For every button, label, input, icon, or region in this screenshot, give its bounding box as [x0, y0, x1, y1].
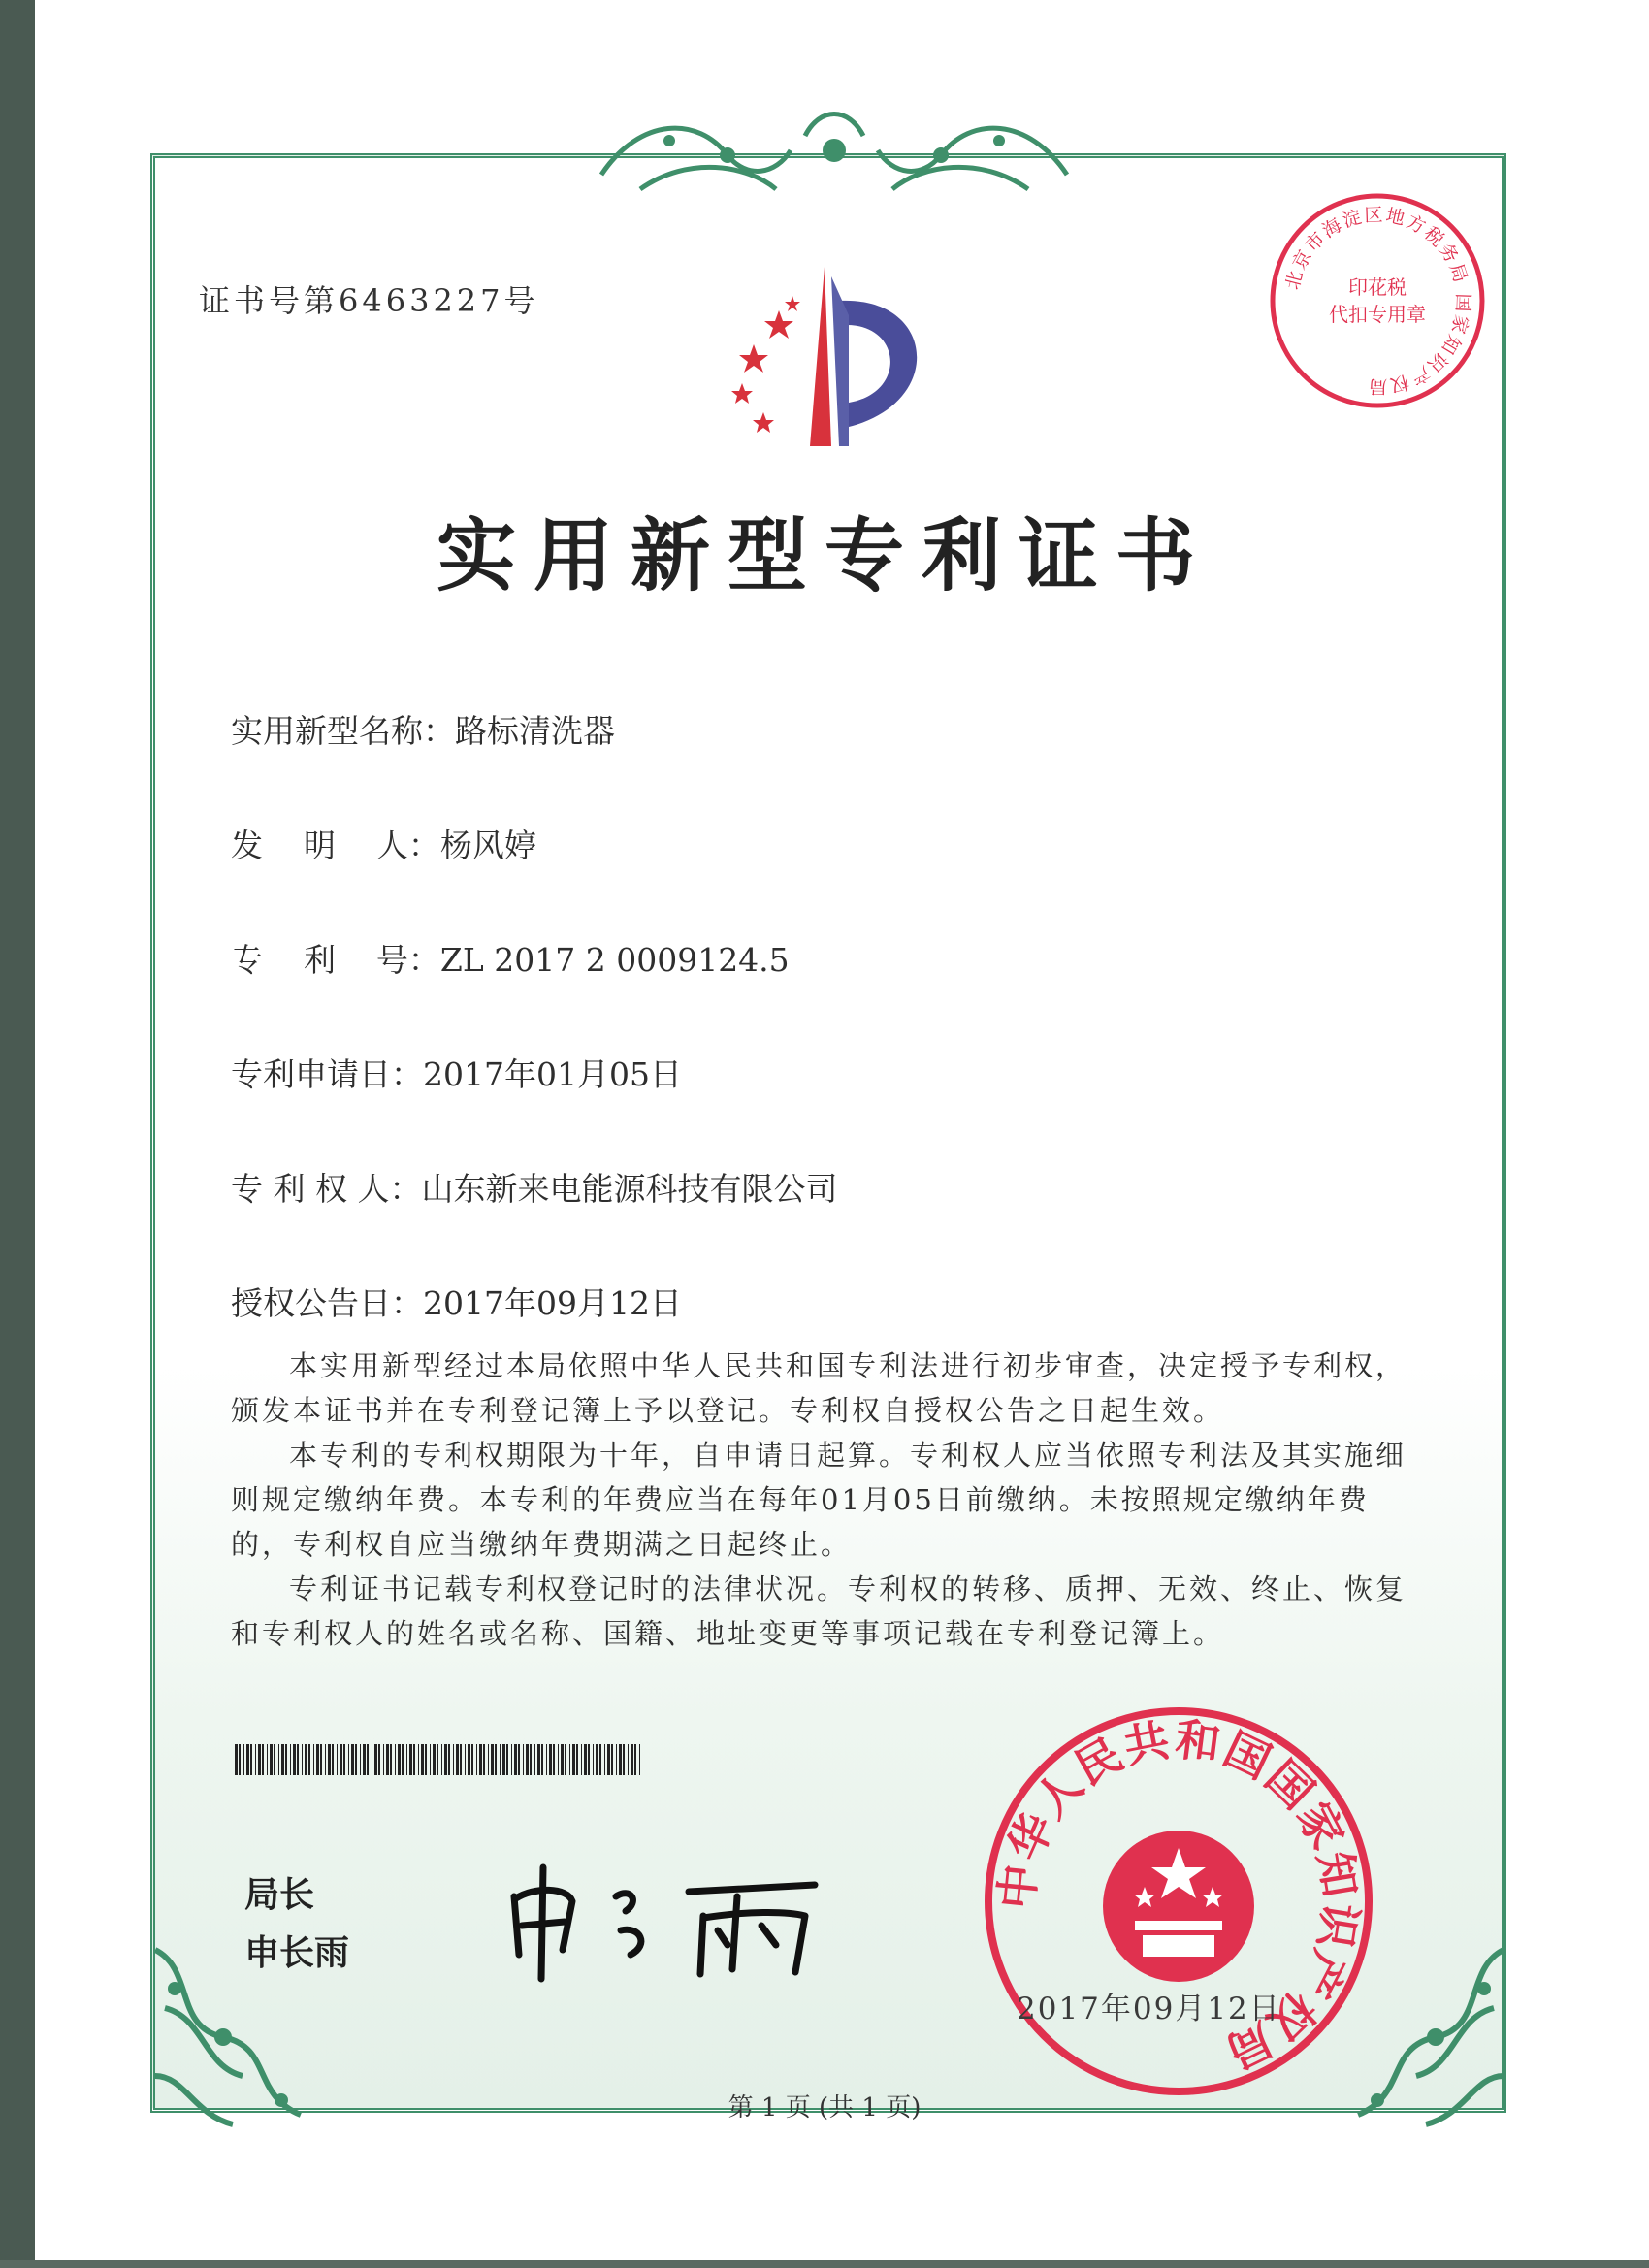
field-label: 发 明 人： [231, 826, 440, 864]
body-paragraph-3: 专利证书记载专利权登记时的法律状况。专利权的转移、质押、无效、终止、恢复和专利权人的姓名或名称、国籍、地址变更等事项记载在专利登记簿上。 [231, 1572, 1407, 1650]
field-patent-number [231, 935, 790, 981]
signatory-role: 局长 [244, 1875, 315, 1915]
signatory-name: 申长雨 [244, 1933, 350, 1973]
field-value: 路标清洗器 [455, 712, 615, 750]
field-value: 杨风婷 [439, 826, 536, 864]
field-value: ZL 2017 2 0009124.5 [439, 941, 790, 979]
field-value: 2017年01月05日 [423, 1055, 682, 1093]
certificate-number: 证书号第6463227号 [199, 282, 539, 319]
field-grant-date [231, 1279, 682, 1324]
top-ornament [582, 97, 1086, 204]
body-paragraph-2: 本专利的专利权期限为十年，自申请日起算。专利权人应当依照专利法及其实施细则规定缴纳年费。本专利的年费应当在每年01月05日前缴纳。未按照规定缴纳年费的，专利权自应当缴纳年费期满之日起终止。 [231, 1439, 1407, 1561]
field-filing-date [231, 1050, 682, 1095]
scan-bottom-edge [0, 2260, 1649, 2268]
field-inventor [231, 821, 536, 866]
field-label: 专 利 权 人： [231, 1170, 422, 1208]
field-label: 授权公告日： [231, 1284, 423, 1322]
field-utility-model-name [231, 706, 615, 752]
svg-text:北京市海淀区地方税务局 国家知识产权局 [1282, 205, 1474, 397]
certificate-body [231, 1344, 1409, 1656]
field-value: 山东新来电能源科技有限公司 [421, 1170, 838, 1208]
stamp-duty-seal-line2: 代扣专用章 [1329, 303, 1426, 326]
cnipa-seal-text: 中华人民共和国国家知识产权局 [989, 1712, 1368, 2081]
field-value: 2017年09月12日 [423, 1284, 682, 1322]
stamp-duty-seal-ring-text: 北京市海淀区地方税务局 国家知识产权局 [1281, 204, 1474, 398]
scan-left-edge [0, 0, 35, 2268]
cnipa-official-seal [980, 1702, 1377, 2100]
stamp-duty-seal-line1: 印花税 [1348, 275, 1406, 299]
field-patentee [231, 1164, 837, 1210]
body-paragraph-1: 本实用新型经过本局依照中华人民共和国专利法进行初步审查，决定授予专利权，颁发本证书并在专利登记簿上予以登记。专利权自授权公告之日起生效。 [231, 1349, 1407, 1427]
issue-date: 2017年09月12日 [1017, 1992, 1281, 2026]
field-label: 专 利 号： [231, 941, 440, 979]
handwritten-signature [495, 1858, 844, 1984]
patent-office-logo [703, 257, 955, 451]
page-number: 第 1 页 (共 1 页) [728, 2093, 922, 2122]
certificate-title: 实用新型专利证书 [436, 509, 1212, 602]
field-label: 实用新型名称： [231, 712, 455, 750]
stamp-duty-seal [1266, 189, 1489, 412]
barcode [235, 1744, 642, 1775]
field-label: 专利申请日： [231, 1055, 423, 1093]
